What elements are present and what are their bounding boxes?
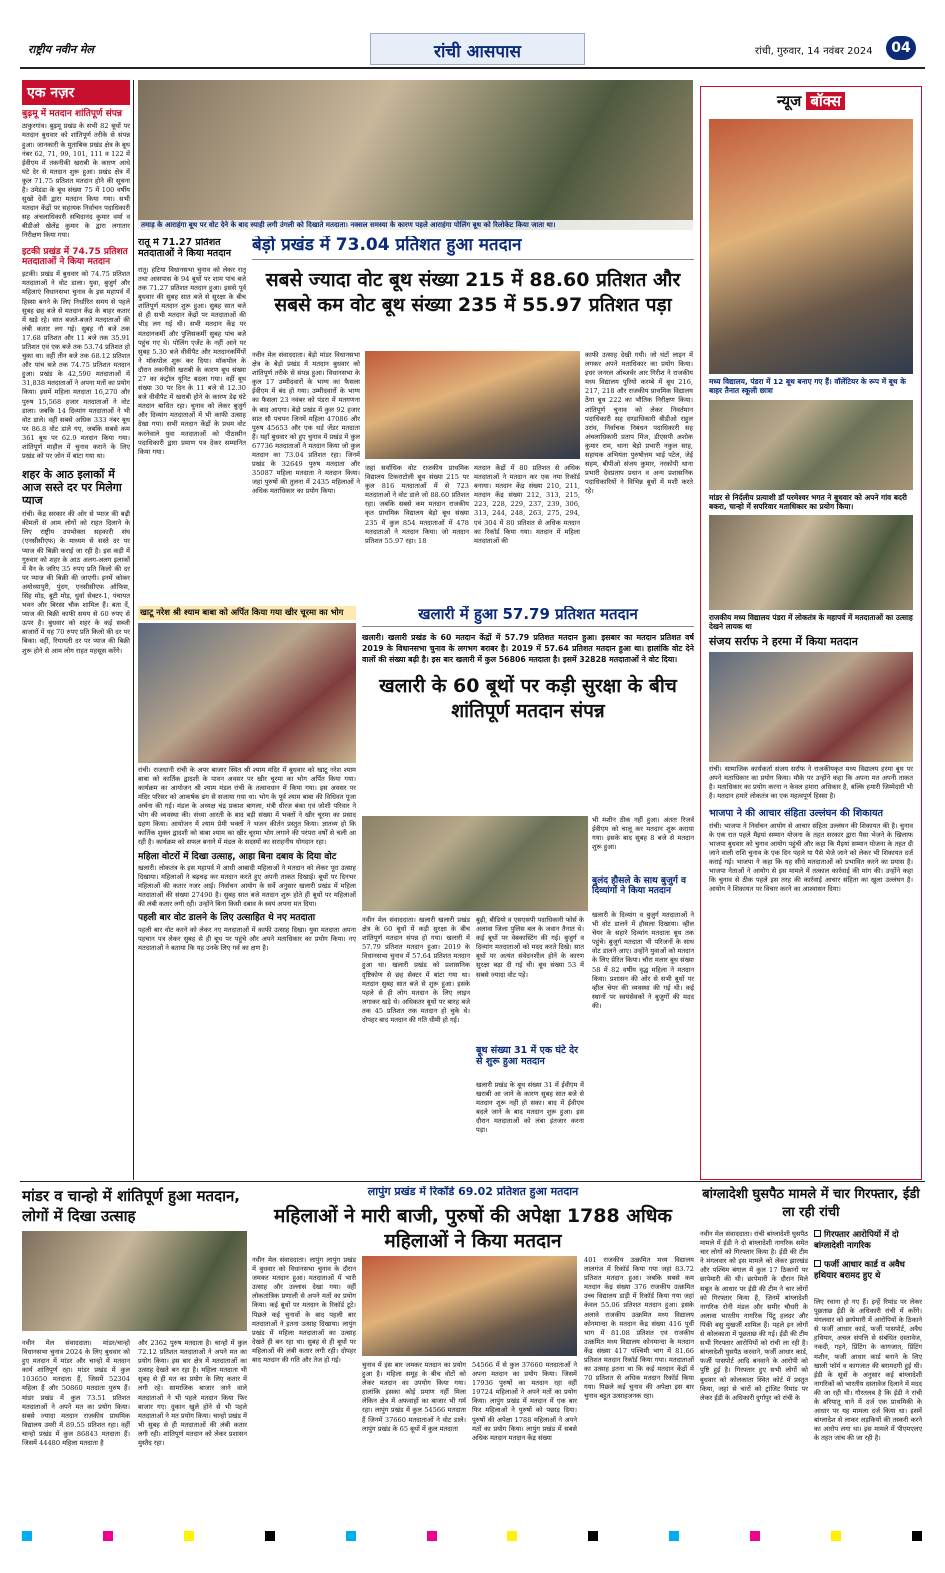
new-voters-subhead: पहली बार वोट डालने के लिए उत्साहित थे नए मतदाता [138,913,316,924]
new-voters-body: पहली बार वोट करने को लेकर नए मतदाताओं में काफी उत्साह दिखा। युवा मतदाता अपना पहचान पत्र लेकर सुबह से ही बूथ पर पहुंचे और अपने मताधिकार का प्रयोग किया। नए मतदाताओं ने बताया कि यह उनके लिए गर्व का क्षण है। [138,925,356,952]
masthead [20,33,925,65]
bangla-bullet-text: गिरफ्तार आरोपियों में दो बांग्लादेशी नागरिक [814,1230,899,1252]
news-box-label-b: बॉक्स [806,92,845,110]
masthead-rule [20,67,925,69]
mandar-body-col1: नवीन मेल संवाददाता। मांडर/चान्हो विधानसभा चुनाव 2024 के लिए बुधवार को हुए मतदान में मांडर और चान्हो में मतदान कार्य शांतिपूर्ण रहा। मांडर प्रखंड में कुल 103650 मतदाता हैं, जिसमें 52304 महिला हैं और 50860 मतदाता पुरुष हैं। मांडर प्रखंड में कुल 73.51 प्रतिशत मतदाताओं ने अपने मत का प्रयोग किया। सबसे ज्यादा मतदान राजकीय प्राथमिक विद्यालय उमरी में 89.55 प्रतिशत रहा। वहीं चान्हो प्रखंड में कुल 86843 मतदाता हैं। जिसमें 44480 महिला मतदाता है [22,1339,130,1448]
candidate-photo [709,400,913,490]
lapung-body-col2: चुनाव में इस बार जमकर मतदान का प्रयोग हुआ है। महिला समूह के बीच वोटों को लेकर मतदान का उपयोग किया गया। हालांकि इसका कोई प्रमाण नहीं मिला लेकिन क्षेत्र में अफवाहों का बाजार भी गर्म रहा। लापुंग प्रखंड में कुल 54566 मतदाता हैं जिनमें 37660 मतदाताओं ने वोट डाले। लापुंग प्रखंड के 65 बूथों में कुल मतदाता [362,1361,466,1433]
bero-story [252,236,694,604]
issue-date: रांची, गुरुवार, 14 नवंबर 2024 [755,46,873,57]
voters-photo [709,515,913,610]
registration-mark [507,1531,517,1541]
bero-body-col1: नवीन मेल संवाददाता। बेड़ो मांडर विधानसभा क्षेत्र के बेड़ो प्रखंड में मतदान बुधवार को शांतिपूर्ण तरीके से संपन्न हुआ। विधानसभा के कुल 17 उम्मीदवारों के भाग्य का फैसला ईवीएम में बंद हो गया। उम्मीदवारों के भाग्य का फैसला 23 नवंबर को पंडरा में मतगणना के बाद आएगा। बेड़ो प्रखंड में कुल 92 हजार सात सौ पचपन जिनमें महिला 47086 और पुरुष 45653 और एक थर्ड जेंडर मतदाता हैं। यहाँ बुधवार को हुए चुनाव में प्रखंड में कुल 67736 मतदाताओं ने मतदान किया जो कुल मतदान का 73.04 प्रतिशत रहा। जिनमें प्रखंड के 32649 पुरुष मतदाता और 35087 महिला मतदाता ने मतदान किया। जहां पुरुषों की तुलना में 2435 महिलाओं ने अधिक मताधिकार का प्रयोग किया। [252,351,360,496]
section-title: रांची आसपास [434,42,521,62]
khatu-body: रांची। राजधानी रांची के अपर बाजार स्थित श्री श्याम मंदिर में बुधवार को खाटू नरेश श्याम बाबा को कार्तिक द्वादशी के पावन अवसर पर खीर चूरमा का भोग अर्पित किया गया। कार्यक्रम का आयोजन श्री श्याम मंडल रांची के तत्वावधान में किया गया। इस अवसर पर मंदिर परिसर को आकर्षक ढंग से सजाया गया था। भोग के पूर्व श्याम बाबा की विधिवत पूजा अर्चना की गई। मंडल के अध्यक्ष चंद्र प्रकाश बागला, मंत्री धीरज बंका एवं जोशी परिवार ने भोग की व्यवस्था की। संध्या आरती के बाद बड़ी संख्या में भक्तों ने खीर चूरमा का प्रसाद ग्रहण किया। आयोजन में श्याम प्रेमी भक्तों ने भजन कीर्तन प्रस्तुत किया। ज्ञातव्य हो कि कार्तिक शुक्ल द्वादशी को बाबा श्याम का खीर चूरमा भोग लगाने की परंपरा वर्षों से चली आ रही है। कार्यक्रम को सफल बनाने में मंडल के सदस्यों का सराहनीय योगदान रहा। [138,765,356,847]
bero-headline: सबसे ज्यादा वोट बूथ संख्या 215 में 88.60 प्रतिशत और सबसे कम वोट बूथ संख्या 235 में 55.97 प्रतिशत पड़ा [265,268,681,317]
bangla-bullet-text: फर्जी आधार कार्ड व अवैध हथियार बरामद हुए थे [814,1260,905,1282]
bero-kicker: बेड़ो प्रखंड में 73.04 प्रतिशत हुआ मतदान [252,236,694,260]
bangla-body-col2: लिए रवाना हो गए हैं। इन्हें रिमांड पर लेकर पूछताछ ईडी के अधिकारी रांची में करेंगे। मंगलवार को छापेमारी में आरोपियों के ठिकाने से फर्जी आधार कार्ड, फर्जी पासपोर्ट, अवैध हथियार, अचल संपत्ति से संबंधित दस्तावेज, नकदी, गहने, प्रिंटिंग के कागजात, प्रिंटिंग मशीन, फर्जी आधार कार्ड बनाने के लिए खाली फॉर्म व कागजात की बरामदगी हुई थी। ईडी के सूत्रों के अनुसार कई बांग्लादेशी नागरिकों को भारतीय दस्तावेज दिलाने में मदद की जा रही थी। गौरतलब है कि ईडी ने रांची के बरियातू थाने में दर्ज एक प्राथमिकी के आधार पर यह मामला दर्ज किया था। इसमें बांग्लादेश से लाकर लड़कियों की तस्करी करने का आरोप लगा था। इस मामले में पीएमएलए के तहत जांच की जा रही है। [814,1298,922,1443]
paper-logo: राष्ट्रीय नवीन मेल [28,43,94,56]
checkbox-icon [814,1230,821,1237]
top-photo-caption: तमाड़ के आराहंगा बूथ पर वोट देने के बाद स्याही लगी उंगली को दिखाते मतदाता। नक्सल समस्या के कारण पहले आराहंगा पोलिंग बूथ को रिलोकेट किया जाता था। [138,220,693,231]
mandar-headline: मांडर व चान्हो में शांतिपूर्ण हुआ मतदान, लोगों में दिखा उत्साह [22,1187,240,1226]
bjp-headline: भाजपा ने की आचार संहिता उल्लंघन की शिकायत [709,807,883,819]
khalari-body-col3: भी मशीन ठीक नहीं हुआ। अंततः रिजर्व ईवीएम को चालू कर मतदान शुरू कराया गया। इसके बाद सुबह 8 बजे से मतदान शुरू हुआ। [592,816,694,852]
khalari-photo [362,816,588,911]
registration-mark [831,1531,841,1541]
brief-body: इटकी। प्रखंड में बुधवार को 74.75 प्रतिशत मतदाताओं ने वोट डाला। युवा, बुजुर्ग और महिलाएं विधानसभा चुनाव के इस महापर्व में हिस्सा बनने के लिए निर्धारित समय से पहले सुबह छह बजे से मतदान केंद्र के बाहर कतार में खड़े रहे। सात बजते-बजते मतदाताओं की लंबी कतार लग गई। सुबह नौ बजे तक 17.68 प्रतिशत और 11 बजे तक 35.91 प्रतिशत एवं एक बजे तक 53.74 प्रतिशत हो चुका था। वहीं तीन बजे तक 68.12 प्रतिशत और पांच बजे तक 74.75 प्रतिशत मतदान हुआ। प्रखंड के 42,590 मतदाताओं में 31,838 मतदाताओं ने अपना मतों का प्रयोग किया। इसमें महिला मतदाता 16,270 और पुरुष 15,568 हजार मतदाताओं ने वोट डाला। जबकि 14 दिव्यांग मतदाताओं ने भी वोट डाले। वहीं सबसे अधिक 333 नंबर बूथ पर 86.8 वोट डाले गए, जबकि सबसे कम 361 बूथ पर 62.9 मतदान किया गया। शांतिपूर्ण माहौल में चुनाव कराने के लिए प्रखंड को पर जोन में बांटा गया था। [22,270,130,461]
booth31-subhead: बूथ संख्या 31 में एक घंटे देर से शुरू हुआ मतदान [476,1045,579,1067]
ratu-story [138,238,246,603]
registration-mark [22,1531,32,1541]
elderly-subhead: बुलंद हौसले के साथ बुजुर्ग व दिव्यांगों ने किया मतदान [592,876,686,897]
news-box [700,86,922,1180]
khalari-lead: खलारी। खलारी प्रखंड के 60 मतदान केंद्रों में 57.79 प्रतिशत मतदान हुआ। इसबार का मतदान प्रतिशत वर्ष 2019 के विधानसभा चुनाव के लगभग बराबर है। 2019 में 57.64 प्रतिशत मतदान हुआ था। हालांकि वोट देने वालों की संख्या बढ़ी है। इस बार खलारी में कुल 56806 मतदाता है। इसमें 32828 मतदाताओं ने वोट दिया। [362,633,694,664]
khatu-story [138,606,356,1166]
brief-headline: शहर के आठ इलाकों में आज सस्ते दर पर मिलेगा प्याज [22,468,122,507]
ek-nazar-column [22,80,130,1180]
lapung-body-col4: 401 राजकीय उत्क्रमित मध्य विद्यालय लालगंज में रिकॉर्ड किया गया जहां 83.72 प्रतिशत मतदान हुआ। जबकि सबसे कम मतदान केंद्र संख्या 376 राजकीय उत्क्रमित उच्च विद्यालय डाड़ी में रिकॉर्ड किया गया जहां केवल 55.06 प्रतिशत मतदान हुआ। इसके अलावे राजकीय उत्क्रमित मध्य विद्यालय कोनमान्दा के मतदान केंद्र संख्या 416 पूर्वी भाग में 81.08 प्रतिशत एवं राजकीय उत्क्रमित मध्य विद्यालय कोनमान्दा के मतदान केंद्र संख्या 417 पश्चिमी भाग में 81.66 प्रतिशत मतदान रिकॉर्ड किया गया। मतदाताओं का उत्साह इतना था कि कई मतदान केंद्रों में 70 प्रतिशत से अधिक मतदान रिकॉर्ड किया गया। पिछले कई चुनाव की अपेक्षा इस बार चुनाव बहुत उत्साहजनक रहा। [584,1256,694,1401]
khatu-photo [138,623,356,763]
women-voters-subhead: महिला वोटरों में दिखा उत्साह, आहा बिना दबाव के दिया वोट [138,851,337,862]
student-volunteer-photo [709,119,913,374]
lapung-body-col1: नवीन मेल संवाददाता। लापुंग लापुंग प्रखंड में बुधवार को विधानसभा चुनाव के दौरान जमकर मतदान हुआ। मतदाताओं में भारी उत्साह और उल्लास देखा गया। वहीं लोकतांत्रिक प्रणाली से अपने मतों का प्रयोग किया। कई बूथों पर मतदान के रिकॉर्ड टूटे। पिछले कई चुनावों के बाद पहली बार मतदाताओं ने इतना उत्साह दिखाया। लापुंग प्रखंड में महिला मतदाताओं का उत्साह देखते ही बन रहा था। सुबह से ही बूथों पर महिलाओं की लंबी कतार लगी रही। दोपहर बाद मतदान की गति और तेज हो गई। [252,1256,356,1365]
news-box-caption: राजकीय मध्य विद्यालय पंडरा में लोकतंत्र के महापर्व में मतदाताओं का उत्साह देखने लायक था [709,613,913,632]
news-box-header [701,87,921,115]
mandar-photo [22,1231,247,1331]
sanjay-headline: संजय सर्राफ ने हरमा में किया मतदान [709,634,858,648]
lapung-headline: महिलाओं ने मारी बाजी, पुरुषों की अपेक्षा 1788 अधिक महिलाओं ने किया मतदान [273,1204,673,1253]
registration-mark [669,1531,679,1541]
ratu-headline: रातू में 71.27 प्रतिशत मतदाताओं ने किया मतदान [138,238,231,259]
top-news-photo [138,80,693,230]
news-box-caption: मांडर से निर्दलीय प्रत्याशी डॉ परमेश्वर भगत ने बुधवार को अपने गांव बदरी बकरा, चान्हो में सपरिवार मताधिकार का प्रयोग किया। [709,492,907,511]
bangla-body-col1: नवीन मेल संवाददाता। रांची बांग्लादेशी घुसपैठ मामले में ईडी ने दो बांग्लादेशी नागरिक समेत चार लोगों को गिरफ्तार किया है। ईडी की टीम ने मंगलवार को इस मामले को लेकर झारखंड और पश्चिम बंगाल में कुल 17 ठिकानों पर छापेमारी की थी। छापेमारी के दौरान मिले सबूत के आधार पर ईडी की टीम ने चार लोगों को गिरफ्तार किया है, जिनमें बांग्लादेशी नागरिक रोनी मंडल और समीर चौधरी के अलावा भारतीय नागरिक पिंटू हलदर और पिंकी बसु मुखर्जी शामिल हैं। पहले इन लोगों से कोलकाता में पूछताछ की गई। ईडी की टीम सभी गिरफ्तार आरोपियों को रांची ला रही है। बांग्लादेशी घुसपैठ करवाने, फर्जी आधार कार्ड, फर्जी पासपोर्ट आदि बनवाने के आरोपी को पुष्टि हुई है। गिरफ्तार हुए सभी लोगों को बुधवार को कोलकाता स्थित कोर्ट में प्रस्तुत किया, जहां से चारों को ट्रांजिट रिमांड पर लेकर ईडी के अधिकारी दुर्गापुर को रांची के [700,1230,808,1402]
ratu-body: रातू। हटिया विधानसभा चुनाव को लेकर रातू तथा आसपास के 94 बूथों पर शाम पांच बजे तक 71.27 प्रतिशत मतदान हुआ। इससे पूर्व बुधवार की सुबह सात बजे से सुरक्षा के बीच शांतिपूर्ण मतदान शुरू हुआ। सुबह सात बजे से ही सभी मतदान केंद्रों पर मतदाताओं की भीड़ लग गई थी। सभी मतदान केंद्र पर मतदानकर्मी और पुलिसकर्मी सुबह पांच बजे पहुंच गए थे। पोलिंग एजेंट के नहीं आने पर सुबह 5.30 बजे वीवीपैट और मतदानकर्मियों ने मॉकपोल शुरू कर दिया। मॉकपोल के दौरान तकनीकी खराबी के कारण बूथ संख्या 27 का कंट्रोल यूनिट बदला गया। वहीं बूथ संख्या 30 पर दिन के 11 बजे से 12.30 बजे वीवीपैट में खराबी होने के कारण डेढ़ घंटे मतदान बाधित रहा। चुनाव को लेकर बुजुर्ग और दिव्यांग मतदाताओं में भी काफी उत्साह देखा गया। सभी मतदान केंद्रों के प्रथम वोट करनेवाले युवा मतदाताओं को पीठासीन पदाधिकारी द्वारा प्रमाण पत्र देकर सम्मानित किया गया। [138,265,246,456]
bangla-story [700,1186,922,1526]
column-divider [133,80,134,1180]
registration-mark [588,1531,598,1541]
bero-body-col2: जहां सर्वाधिक वोट राजकीय प्राथमिक विद्यालय टिकराटोली बूथ संख्या 215 पर कुल 816 मतदाताओं में से 723 मतदाताओं ने वोट डाले जो 88.60 प्रतिशत रहा। जबकि सबसे कम मतदान राजकीय कृत प्राथमिक विद्यालय बेड़ो बूथ संख्या 235 में कुल 854 मतदाताओं में 478 मतदाताओं ने मतदान किया। जो मतदान प्रतिशत 55.97 रहा। 18 [365,464,469,545]
bjp-body: रांची। भाजपा ने निर्वाचन आयोग से आचार संहिता उल्लंघन की शिकायत की है। चुनाव के एक रात पहले मैइयां सम्मान योजना के तहत सरकार द्वारा पैसा भेजने के खिलाफ भाजपा बुधवार को चुनाव आयोग पहुंची और कहा कि मैइयां सम्मान योजना के तहत दी जाने वाली राशि चुनाव के एक दिन पहले या पैसे भेजे जाने को लेकर भी शिकायत दर्ज कराई गई। भाजपा ने कहा कि यह सीधे मतदाताओं को प्रभावित करने का प्रयास है। भाजपा नेताओं ने आयोग से इस मामले में तत्काल कार्रवाई की मांग की। उन्होंने कहा कि चुनाव से ठीक पहले इस तरह की कार्रवाई आचार संहिता का खुला उल्लंघन है। आयोग ने शिकायत पर विचार करने का आश्वासन दिया। [709,821,913,894]
news-box-label-a: न्यूज [776,92,802,110]
registration-mark [912,1531,922,1541]
khatu-headline: खाटू नरेश श्री श्याम बाबा को अर्पित किया गया खीर चूरमा का भोग [138,606,356,620]
brief-body: ठाकुरगांव। बुढ़मू प्रखंड के सभी 82 बूथों पर मतदान बुधवार को शांतिपूर्ण तरीके से संपन्न हुआ। जानकारी के मुताबिक प्रखंड क्षेत्र के बूथ नंबर 62, 71, 99, 101, 111 व 122 में ईवीएम में तकनीकी खराबी के कारण आधे घंटे देर से मतदान शुरू हुआ। प्रखंड क्षेत्र में कुल 71.75 प्रतिशत मतदान होने की सूचना है। उमेडंडा के बूथ संख्या 75 में 100 वर्षीय सुखो देवी द्वारा मतदान किया गया। सभी मतदान केंद्रों पर सहायक निर्वाचन पदाधिकारी सह अंचलाधिकारी सचिदानंद कुमार वर्मा व बीडीओ खेलेंद्र कुमार के द्वारा लगातार निरीक्षण किया गया। [22,122,130,240]
ek-nazar-label: एक नज़र [22,80,130,105]
print-color-bar [22,1530,922,1542]
bero-body-col4: काफी उत्साह देखी गयी। जो घंटों लाइन में लगकर अपने मताधिकार का प्रयोग किया। इधर जनरल ऑब्जर्वर आर गिरीश ने राजकीय मध्य विद्यालय पुरियो करम्बे में बूथ 216, 217, 218 और राजकीय प्राथमिक विद्यालय ठेंगा बूथ 222 का भौतिक निरीक्षण किया। शांतिपूर्ण चुनाव को लेकर निवर्तमान पदाधिकारी सह दण्डाधिकारी बीडीओ राहुल उरांव, निर्वाचक निबंधन पदाधिकारी सह अंचलाधिकारी प्रताप मिंज, डीएसपी अशोक कुमार राम, थाना बेड़ो प्रभारी नकुल साह, सहायक अभियंता पुरुषोत्तम भाई पटेल, जेई सहम, बीपीओ संजय कुमार, नरकोपी थाना प्रभारी देवप्रताप प्रधान व अन्य प्रशासनिक पदाधिकारियों ने विभिन्न बूथों में मशी करते रहे। [585,351,693,496]
lapung-kicker: लापुंग प्रखंड में रिकॉर्ड 69.02 प्रतिशत हुआ मतदान [367,1186,579,1198]
lapung-story [252,1186,694,1526]
sanjay-body: रांची। सामाजिक कार्यकर्ता संजय सर्राफ ने राजकीयकृत मध्य विद्यालय हरमा बूथ पर अपने मताधिकार का प्रयोग किया। मौके पर उन्होंने कहा कि अपना मत अपनी ताकत है। मताधिकार का प्रयोग करना न केवल हमारा अधिकार है, बल्कि हमारी जिम्मेदारी भी है। मतदान हमारे लोकतंत्र का एक महत्वपूर्ण हिस्सा है। [709,765,913,801]
lapung-photo [362,1256,577,1356]
section-banner [370,33,585,65]
registration-mark [346,1531,356,1541]
khalari-body-col2: बुढ़ी, बीडियो व एसएसपी पदाधिकारी फोर्स के अलावा जिला पुलिस बल के जवान तैनात थे। कई बूथों पर वेबकास्टिंग की गई। बुजुर्ग व दिव्यांग मतदाताओं को मदद करते दिखे। सात बूथों पर अत्यंत संवेदनशील होने के कारण सुरक्षा बढ़ा दी गई थी। बूथ संख्या 53 में सबसे ज्यादा वोट पड़े। [476,916,584,979]
khalari-story [362,606,694,1166]
brief-body: रांची। केंद्र सरकार की ओर से प्याज की बढ़ी कीमतों से आम लोगों को राहत दिलाने के लिए राष्ट्रीय उपभोक्ता सहकारी संघ (एनसीसीएफ) के माध्यम से सस्ते दर पर प्याज की बिक्री कराई जा रही है। इस कड़ी में गुरुवार को शहर के आठ अलग-अलग इलाकों में वैन के जरिए 35 रुपए प्रति किलो की दर पर प्याज की बिक्री की जाएगी। इनमें कोकर अयोध्यापुरी, पुंदग, एनसीसीएफ ऑफिस, सिंह मोड़, बूटी मोड़, धुर्वा सेक्टर-1, पंचायत भवन और बिरसा चौक शामिल हैं। बता दें, प्याज की बिक्री काफी समय से 60 रुपए से ऊपर है। बुधवार को शहर के कई सब्जी बाजारों में यह 70 रुपए प्रति किलो की दर पर बिका। वहीं, रियायती दर पर प्याज की बिक्री शुरू होने से आम लोग राहत महसूस करेंगे। [22,510,130,655]
women-voters-body: खलारी। लोकतंत्र के इस महापर्व में आधी आबादी महिलाओं ने मतदान को लेकर पूरा उत्साह दिखाया। महिलाओं ने बढ़चढ़ कर मतदान करते हुए अपनी ताकत दिखाई। बूथों पर दिनभर महिलाओं की कतार नजर आई। निर्वाचन आयोग के सर्वे अनुसार खलारी प्रखंड में महिला मतदाताओं की संख्या 27490 है। सुबह सात बजे मतदान शुरू होते ही बूथों पर महिलाओं की लंबी कतार लगी रही। उन्होंने बिना किसी दबाव के स्वयं अपना मत दिया। [138,863,356,909]
mandar-story [22,1186,247,1526]
bero-body-col3: मतदान केंद्रों में 80 प्रतिशत से अधिक मतदाताओं ने मतदान कर एक नया रिकॉर्ड बनाया। मतदान केंद्र संख्या 210, 211, मतदान केंद्र संख्या 212, 313, 215, 223, 228, 229, 237, 239, 306, 313, 244, 248, 263, 275, 294, एवं 304 में 80 प्रतिशत से अधिक मतदान का रिकॉर्ड किया गया। मतदान में महिला मतदाताओं की [474,464,580,545]
brief-headline: बुढ़मू में मतदान शांतिपूर्ण संपन्न [22,109,122,119]
registration-mark [427,1531,437,1541]
sanjay-photo [709,652,913,762]
registration-mark [750,1531,760,1541]
news-box-caption: मध्य विद्यालय, पंडरा में 12 बूथ बनाए गए हैं। वॉलेंटियर के रूप में बूथ के बाहर तैनात स्कूली छात्रा [709,377,906,396]
khalari-kicker: खलारी में हुआ 57.79 प्रतिशत मतदान [362,606,694,627]
bero-photo [365,351,580,459]
registration-mark [103,1531,113,1541]
booth31-body: खलारी प्रखंड के बूथ संख्या 31 में ईवीएम में खराबी आ जाने के कारण सुबह सात बजे से मतदान शुरू नहीं हो सका। बाद में ईवीएम बदले जाने के बाद मतदान शुरू हुआ। इस दौरान मतदाताओं को लंबा इंतजार करना पड़ा। [476,1081,584,1135]
section-rule [20,1181,925,1182]
page-number: 04 [886,36,916,60]
elderly-body: खलारी के दिव्यांग व बुजुर्ग मतदाताओं ने भी वोट डालने में हौसला दिखाया। व्हील चेयर के सहारे दिव्यांग मतदाता बूथ तक पहुंचे। बुजुर्ग मतदाता भी परिजनों के साथ वोट डालने आए। उन्होंने युवाओं को मतदान के लिए प्रेरित किया। चौरा मलार बूथ संख्या 58 में 82 वर्षीय वृद्ध महिला ने मतदान किया। प्रशासन की ओर से सभी बूथों पर व्हील चेयर की व्यवस्था की गई थी। कई स्थानों पर स्वयंसेवकों ने बुजुर्गों की मदद की। [592,911,694,1010]
checkbox-icon [814,1260,821,1267]
bangla-bullet [814,1260,922,1282]
registration-mark [184,1531,194,1541]
lapung-body-col3: 54566 में से कुल 37660 मतदाताओं ने अपना मतदान का प्रयोग किया। जिसमें 17936 पुरुषों का मतदान रहा वहीं 19724 महिलाओं ने अपने मतों का प्रयोग किया। लापुंग प्रखंड में मतदान में एक बार फिर महिलाओं ने पुरुषों को पछाड़ दिया। पुरुषों की अपेक्षा 1788 महिलाओं ने अपने मतों का प्रयोग किया। लापुंग प्रखंड में सबसे अधिक मतदान मतदान केंद्र संख्या [472,1361,577,1442]
brief-headline: इटकी प्रखंड में 74.75 प्रतिशत मतदाताओं ने किया मतदान [22,246,128,267]
bangla-headline: बांग्लादेशी घुसपैठ मामले में चार गिरफ्तार, ईडी ला रही रांची [702,1187,920,1220]
khalari-body-col1: नवीन मेल संवाददाता। खलारी खलारी प्रखंड क्षेत्र के 60 बूथों में कड़ी सुरक्षा के बीच शांतिपूर्ण मतदान संपन्न हो गया। खलारी में 57.79 प्रतिशत मतदान हुआ। 2019 के विधानसभा चुनाव में 57.64 प्रतिशत मतदान हुआ था। खलारी प्रखंड को प्रशासनिक दृष्टिकोण से छह सेक्टर में बांटा गया था। मतदान सुबह सात बजे से शुरू हुआ। इसके पहले से ही लोग मतदान के लिए लाइन लगाकर खड़े थे। अधिकतर बूथों पर बारह बजे तक 45 प्रतिशत तक मतदान हो चुके थे। दोपहर बाद मतदान की गति धीमी हो गई। [362,916,470,1025]
bangla-bullet [814,1230,922,1252]
mandar-body-col2: और 2362 पुरुष मतदाता है। चान्हो में कुल 72.12 प्रतिशत मतदाताओं ने अपने मत का प्रयोग किया। इस बार क्षेत्र में मतदाताओं का उत्साह देखते बन रहा है। महिला मतदाता भी सुबह से ही मत का प्रयोग के लिए कतार में लगी रहे। सामाजिक बाजार जाने वाले मतदाताओं ने भी पहले मतदान किया फिर बाजार गए। दुकान खुले होने से भी पहले मतदाताओं ने मत प्रयोग किया। चान्हो प्रखंड में भी सुबह से ही मतदाताओं की लंबी कतार लगी रही। शांतिपूर्ण मतदान को लेकर प्रशासन मुस्तैद रहा। [138,1339,247,1448]
registration-mark [265,1531,275,1541]
khalari-headline: खलारी के 60 बूथों पर कड़ी सुरक्षा के बीच शांतिपूर्ण मतदान संपन्न [379,674,677,723]
